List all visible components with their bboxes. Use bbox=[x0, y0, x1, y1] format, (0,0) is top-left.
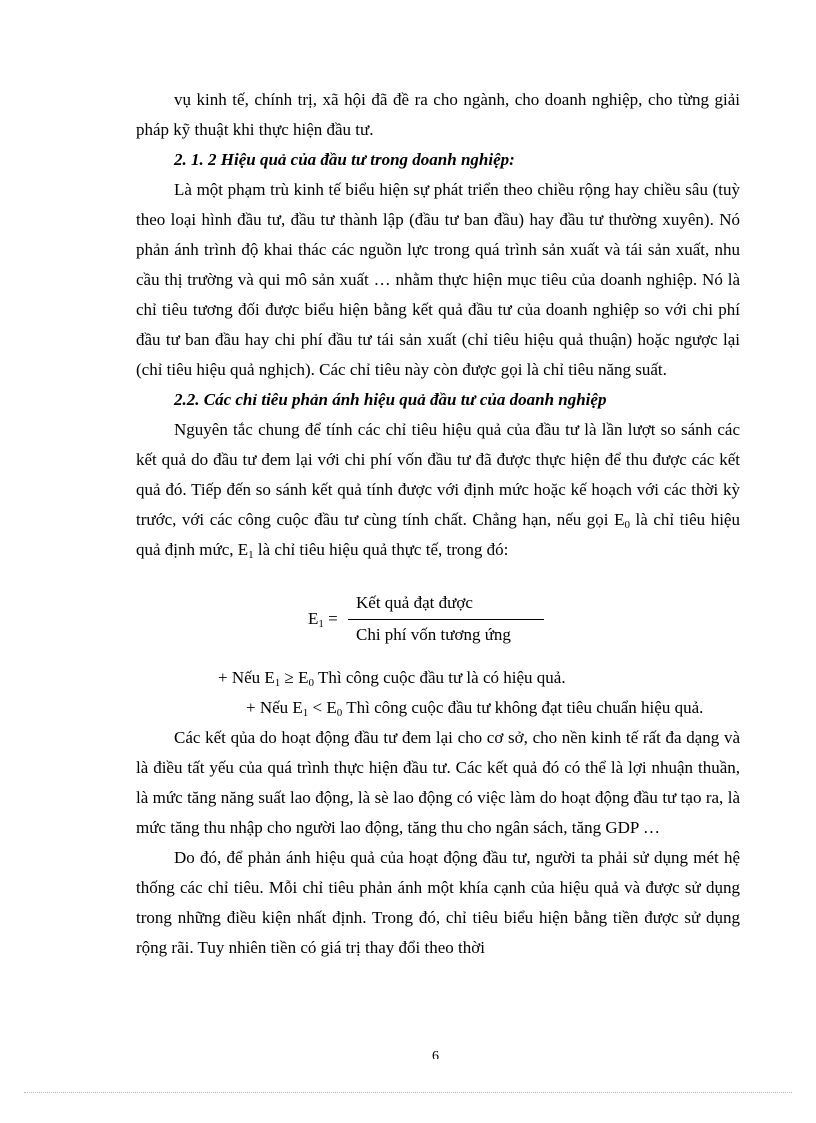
document-body bbox=[136, 85, 740, 963]
paragraph-efficiency-definition: Là một phạm trù kinh tế biểu hiện sự phát triển theo chiều rộng hay chiều sâu (tuỳ theo loại hình đầu tư, đầu tư thành lập (đầu tư ban đầu) hay đầu tư thường xuyên). Nó phản ánh trình độ khai thác các nguồn lực trong quá trình sản xuất và tái sản xuất, nhu cầu thị trường và qui mô sản xuất … nhằm thực hiện mục tiêu của doanh nghiệp. Nó là chỉ tiêu tương đối được biểu hiện bằng kết quả đầu tư của doanh nghiệp so với chi phí đầu tư ban đầu hay chi phí đầu tư tái sản xuất (chỉ tiêu hiệu quả thuận) hoặc ngược lại (chỉ tiêu hiệu quả nghịch). Các chỉ tiêu này còn được gọi là chỉ tiêu năng suất. bbox=[136, 180, 740, 379]
condition-effective bbox=[136, 663, 740, 693]
condition1-subscript-zero: 0 bbox=[308, 677, 315, 689]
condition1-text: Thì công cuộc đầu tư là có hiệu quả. bbox=[314, 668, 566, 687]
formula-subscript-one: 1 bbox=[318, 618, 324, 630]
section-heading-2-1-2: 2. 1. 2 Hiệu quả của đầu tư trong doanh nghiệp: bbox=[174, 150, 515, 169]
paragraph-results: Các kết qủa do hoạt động đầu tư đem lại cho cơ sở, cho nền kinh tế rất đa dạng và là điều tất yếu của quá trình thực hiện đầu tư. Các kết quả đó có thể là lợi nhuận thuần, là mức tăng năng suất lao động, là sè lao động có việc làm do hoạt động đầu tư tạo ra, là mức tăng thu nhập cho người lao động, tăng thu cho ngân sách, tăng GDP … bbox=[136, 728, 740, 837]
formula-e: E bbox=[308, 609, 319, 628]
paragraph-intro: vụ kinh tế, chính trị, xã hội đã đề ra cho ngành, cho doanh nghiệp, cho từng giải pháp kỹ thuật khi thực hiện đầu tư. bbox=[136, 90, 740, 139]
condition1-prefix: + Nếu E bbox=[218, 668, 275, 687]
principle-text-c: là chỉ tiêu hiệu quả thực tế, trong đó: bbox=[253, 540, 509, 559]
formula-equals: = bbox=[323, 609, 338, 628]
condition1-subscript-one: 1 bbox=[274, 677, 281, 689]
fraction-bar bbox=[348, 619, 544, 620]
page-number: 6 bbox=[432, 1050, 439, 1059]
condition2-operator: < E bbox=[308, 698, 337, 717]
paragraph-principle bbox=[136, 415, 740, 565]
condition2-text: Thì công cuộc đầu tư không đạt tiêu chuẩn hiệu quả. bbox=[342, 698, 704, 717]
condition-ineffective bbox=[136, 693, 740, 723]
principle-text-b: là chỉ tiêu hiệu quả định mức, E bbox=[136, 510, 740, 559]
condition2-subscript-zero: 0 bbox=[336, 707, 343, 719]
efficiency-formula bbox=[136, 593, 740, 659]
page-bottom-divider bbox=[24, 1092, 792, 1093]
principle-text-a: Nguyên tắc chung để tính các chỉ tiêu hiệu quả của đầu tư là lần lượt so sánh các kết quả do đầu tư đem lại với chi phí vốn đầu tư đã được thực hiện để thu được các kết quả đó. Tiếp đến so sánh kết quả tính được với định mức hoặc kế hoạch với các thời kỳ trước, với các công cuộc đầu tư cùng tính chất. Chẳng hạn, nếu gọi E bbox=[136, 420, 740, 529]
section-heading-2-2: 2.2. Các chỉ tiêu phản ánh hiệu quả đầu tư của doanh nghiệp bbox=[174, 390, 607, 409]
formula-denominator: Chi phí vốn tương ứng bbox=[356, 625, 511, 644]
condition2-subscript-one: 1 bbox=[302, 707, 309, 719]
formula-lhs bbox=[308, 609, 338, 629]
paragraph-indicators: Do đó, để phản ánh hiệu quả của hoạt động đầu tư, người ta phải sử dụng mét hệ thống các chỉ tiêu. Mỗi chỉ tiêu phản ánh một khía cạnh của hiệu quả và được sử dụng trong những điều kiện nhất định. Trong đó, chỉ tiêu biểu hiện bằng tiền được sử dụng rộng rãi. Tuy nhiên tiền có giá trị thay đổi theo thời bbox=[136, 848, 740, 957]
condition2-prefix: + Nếu E bbox=[246, 698, 303, 717]
subscript-zero: 0 bbox=[624, 519, 630, 531]
subscript-one: 1 bbox=[248, 549, 254, 561]
formula-numerator: Kết quả đạt được bbox=[356, 593, 473, 612]
condition1-operator: ≥ E bbox=[280, 668, 309, 687]
